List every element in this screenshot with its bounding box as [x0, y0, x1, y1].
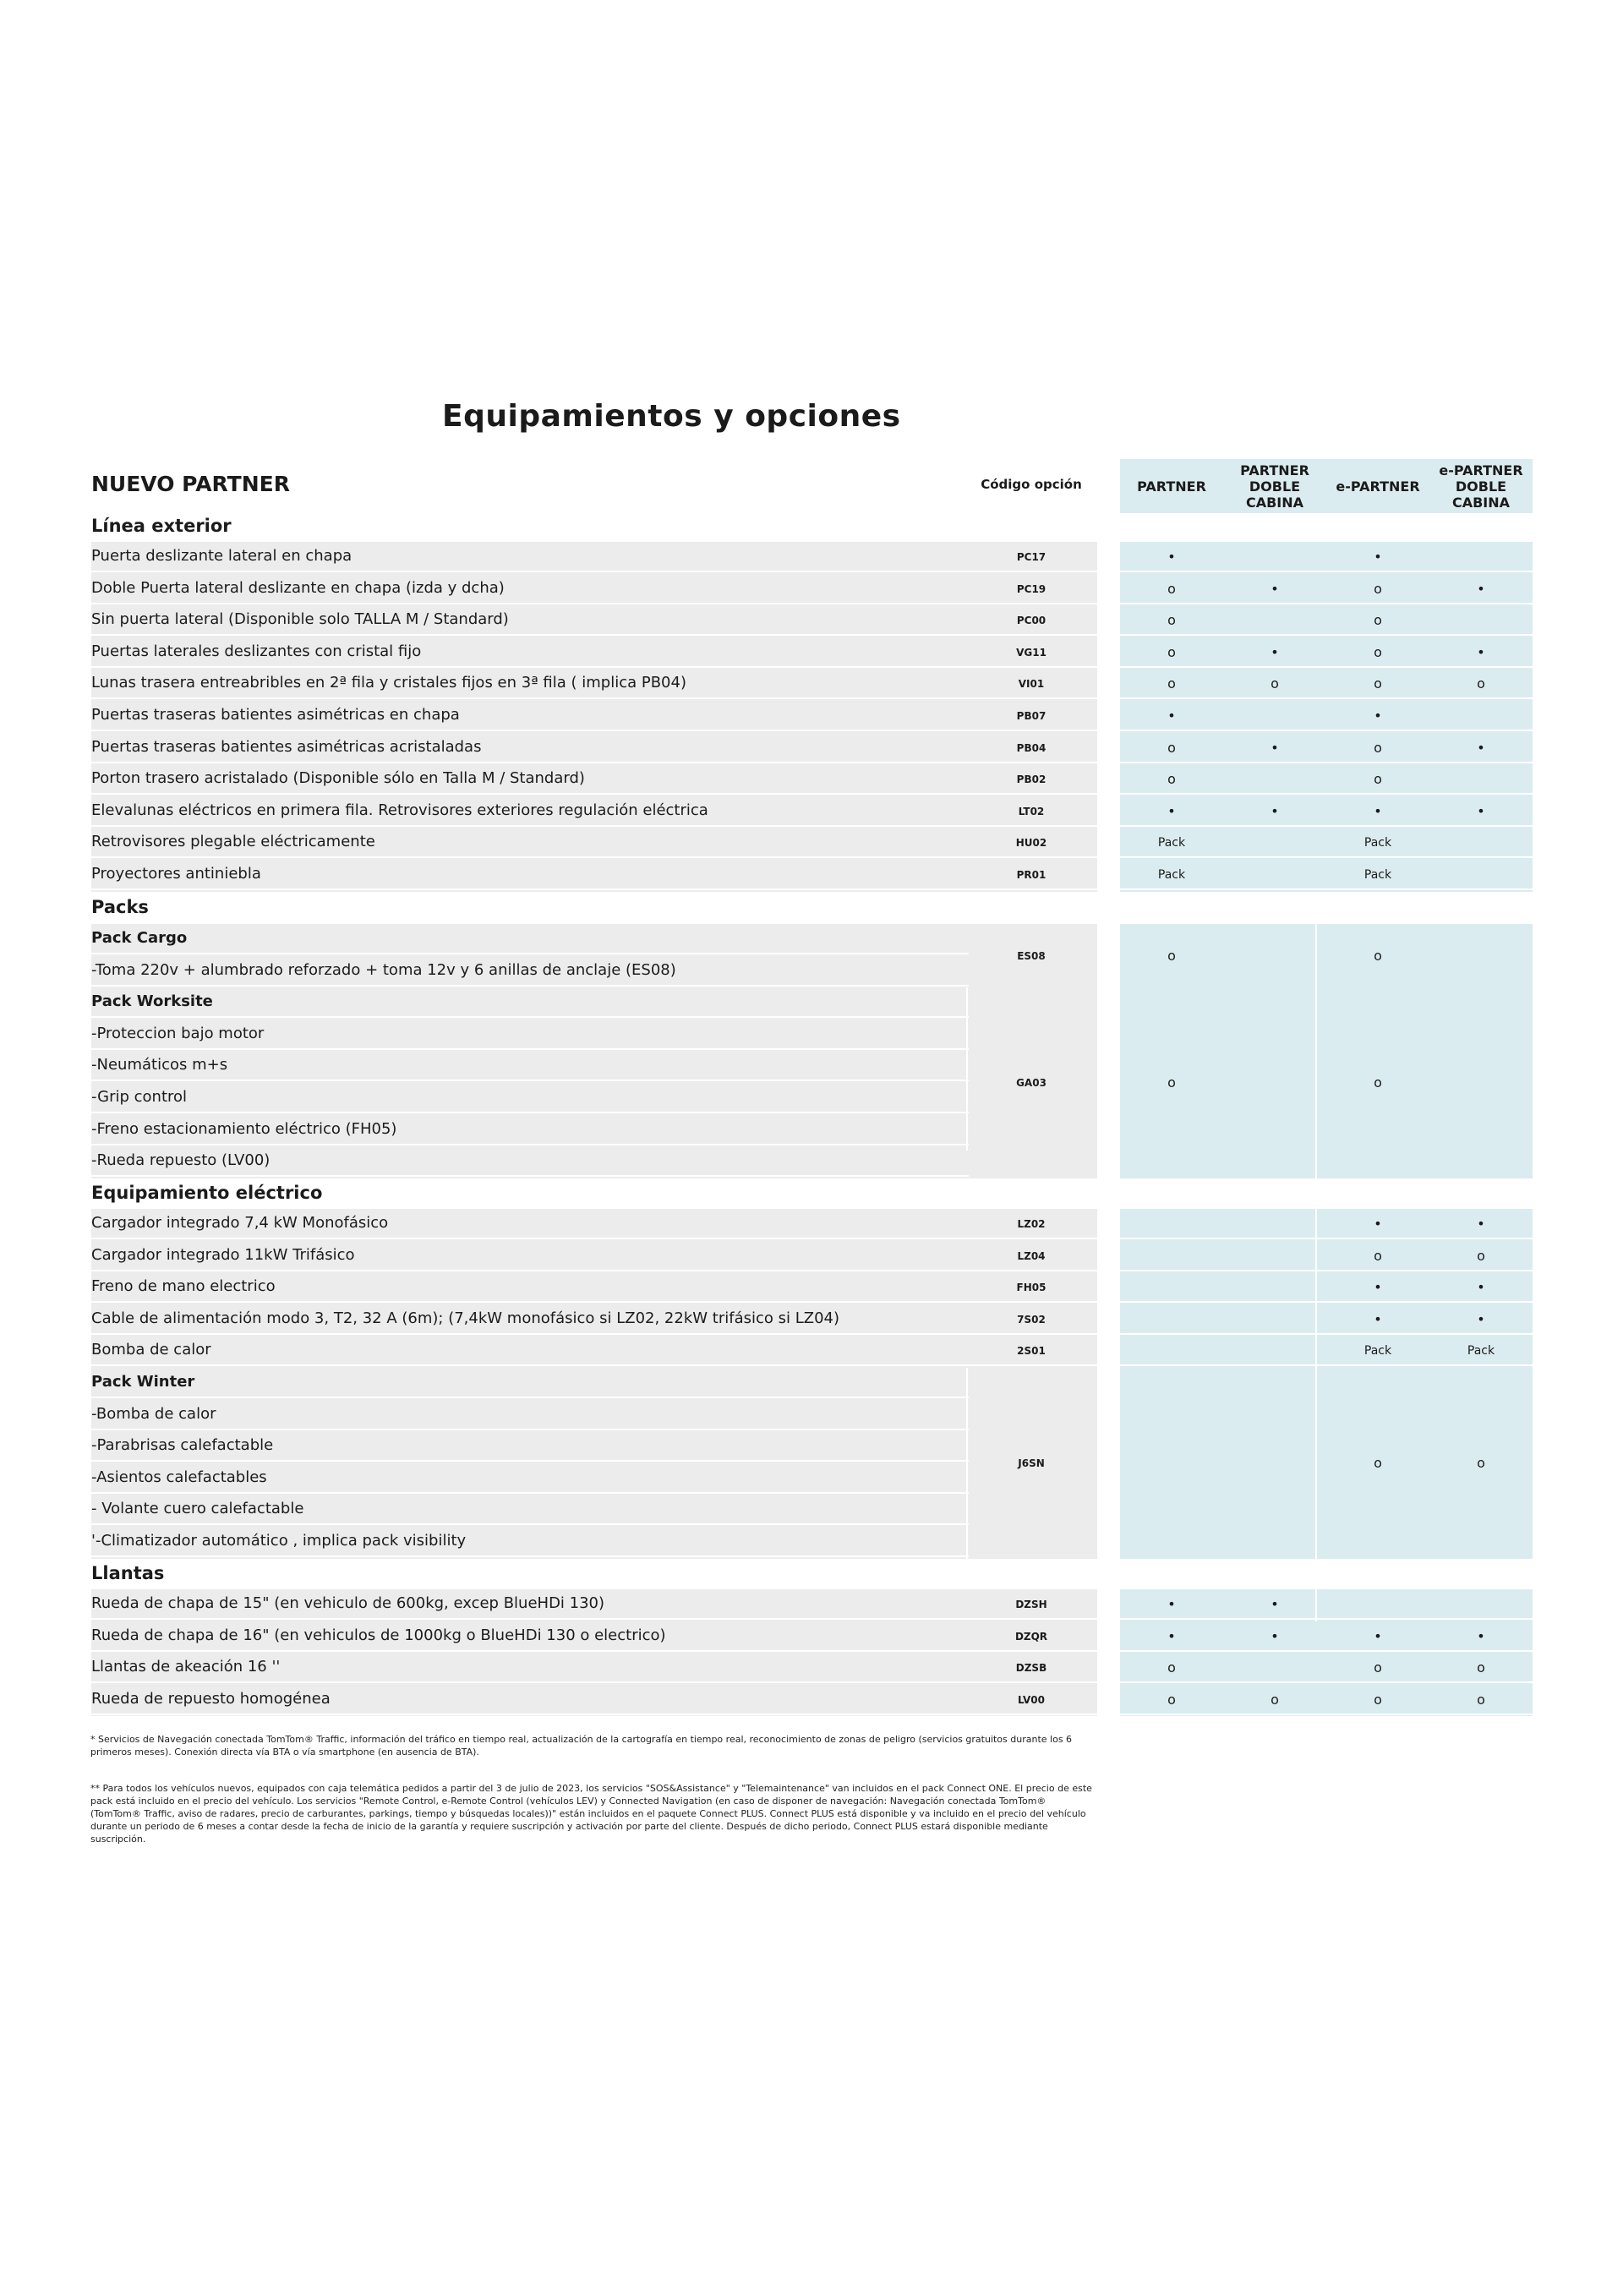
version-marks-row: [1120, 1336, 1533, 1366]
optional-marker: o: [1477, 1247, 1485, 1264]
pack-label: Pack: [1363, 868, 1392, 882]
pack-item: -Parabrisas calefactable: [91, 1436, 274, 1455]
version-marks-row: [1120, 1621, 1533, 1652]
optional-marker: o: [1167, 643, 1176, 660]
pack-title: Pack Cargo: [91, 929, 188, 947]
option-label: Puertas traseras batientes asimétricas en chapa: [91, 706, 460, 724]
optional-marker: o: [1374, 675, 1382, 692]
option-label: Rueda de chapa de 16" (en vehiculos de 1000kg o BlueHDi 130 o electrico): [91, 1626, 666, 1644]
page-title: Equipamientos y opciones: [442, 399, 901, 434]
version-marks-row: [1120, 1589, 1533, 1620]
pack-title-row: [91, 1368, 969, 1398]
pack-label: Pack: [1363, 836, 1392, 850]
optional-marker: o: [1167, 1074, 1176, 1091]
optional-marker: o: [1167, 771, 1176, 788]
pack-item: -Neumáticos m+s: [91, 1056, 228, 1074]
option-code: PC00: [1016, 615, 1046, 627]
pack-item-row: [91, 1020, 969, 1050]
standard-marker: •: [1271, 643, 1279, 660]
standard-marker: •: [1477, 1310, 1485, 1327]
optional-marker: o: [1167, 612, 1176, 629]
optional-marker: o: [1374, 947, 1382, 964]
footnote-1: * Servicios de Navegación conectada TomTom® Traffic, información del tráfico en tiempo real, actualización de la cartografía en tiempo real, reconocimiento de zonas de peligro (servicios gratuitos durante los 6 primeros meses). Conexión directa vía BTA o vía smartphone (en ausencia de BTA).: [90, 1734, 1073, 1758]
option-label: Bomba de calor: [91, 1341, 211, 1359]
pack-item: '-Climatizador automático , implica pack visibility: [91, 1532, 467, 1550]
table-row: [91, 574, 1097, 604]
optional-marker: o: [1271, 675, 1279, 692]
optional-marker: o: [1167, 1659, 1176, 1676]
optional-marker: o: [1374, 1247, 1382, 1264]
standard-marker: •: [1477, 1279, 1485, 1296]
optional-marker: o: [1374, 1074, 1382, 1091]
option-code: 2S01: [1017, 1345, 1046, 1358]
pack-item-row: [91, 956, 969, 987]
pack-item-row: [91, 1400, 969, 1430]
pack-item: -Asientos calefactables: [91, 1468, 267, 1486]
pack-item-row: [91, 1051, 969, 1081]
standard-marker: •: [1374, 708, 1382, 724]
table-row: [91, 1589, 1097, 1620]
version-e-partner-doble-cabina: e-PARTNER DOBLE CABINA: [1439, 462, 1523, 511]
option-label: Elevalunas eléctricos en primera fila. Retrovisores exteriores regulación eléctrica: [91, 801, 708, 819]
optional-marker: o: [1374, 1454, 1382, 1471]
table-row: [91, 1685, 1097, 1715]
standard-marker: •: [1477, 643, 1485, 660]
pack-code: ES08: [1017, 949, 1046, 962]
standard-marker: •: [1374, 1279, 1382, 1296]
option-code: PB02: [1016, 774, 1046, 786]
option-label: Puertas traseras batientes asimétricas acristaladas: [91, 737, 482, 756]
standard-marker: •: [1167, 802, 1176, 819]
divider: [966, 987, 968, 1151]
pack-title: Pack Worksite: [91, 992, 213, 1011]
divider: [1315, 1589, 1317, 1621]
table-row: [91, 764, 1097, 795]
pack-item-row: [91, 1083, 969, 1113]
optional-marker: o: [1374, 739, 1382, 756]
pack-label: Pack: [1157, 836, 1186, 850]
table-row: [91, 1272, 1097, 1303]
divider: [1315, 1209, 1317, 1368]
optional-marker: o: [1374, 580, 1382, 597]
standard-marker: •: [1477, 802, 1485, 819]
table-row: [91, 828, 1097, 858]
optional-marker: o: [1167, 675, 1176, 692]
version-marks-row: [1120, 1304, 1533, 1335]
pack-label: Pack: [1467, 1344, 1495, 1358]
version-marks-row: [1120, 637, 1533, 668]
pack-item: -Freno estacionamiento eléctrico (FH05): [91, 1119, 397, 1138]
pack-item-row: [91, 1495, 969, 1525]
pack-item: -Grip control: [91, 1088, 188, 1106]
option-label: Llantas de akeación 16 '': [91, 1658, 281, 1676]
pack-marks-row: [1120, 1068, 1533, 1098]
standard-marker: •: [1271, 580, 1279, 597]
optional-marker: o: [1271, 1691, 1279, 1708]
option-code: FH05: [1016, 1282, 1046, 1294]
pack-marks-row: [1120, 941, 1533, 971]
table-row: [91, 605, 1097, 636]
pack-code: J6SN: [1018, 1457, 1045, 1469]
option-label: Puertas laterales deslizantes con cristal fijo: [91, 642, 422, 660]
pack-title-row: [91, 924, 969, 954]
table-row: [91, 669, 1097, 699]
option-label: Freno de mano electrico: [91, 1277, 276, 1296]
optional-marker: o: [1167, 947, 1176, 964]
version-marks-row: [1120, 605, 1533, 636]
pack-item-row: [91, 1431, 969, 1462]
option-label: Proyectores antiniebla: [91, 865, 261, 883]
table-row: [91, 1209, 1097, 1239]
option-code: PR01: [1016, 869, 1046, 881]
model-title: NUEVO PARTNER: [91, 472, 290, 496]
optional-marker: o: [1374, 612, 1382, 629]
pack-label: Pack: [1363, 1344, 1392, 1358]
standard-marker: •: [1271, 802, 1279, 819]
standard-marker: •: [1374, 1216, 1382, 1232]
pack-label: Pack: [1157, 868, 1186, 882]
option-code-header: Código opción: [981, 477, 1082, 492]
pack-title-row: [91, 987, 969, 1018]
table-row: [91, 860, 1097, 890]
pack-item-row: [91, 1115, 969, 1145]
optional-marker: o: [1167, 739, 1176, 756]
table-row: [91, 542, 1097, 572]
option-label: Doble Puerta lateral deslizante en chapa (izda y dcha): [91, 578, 505, 597]
option-code: DZQR: [1014, 1630, 1048, 1643]
version-partner-doble-cabina: PARTNER DOBLE CABINA: [1240, 462, 1309, 511]
table-row: [91, 1241, 1097, 1271]
option-code: LT02: [1018, 805, 1045, 817]
table-row: [91, 1653, 1097, 1683]
option-code: 7S02: [1017, 1313, 1046, 1326]
pack-item: -Bomba de calor: [91, 1404, 216, 1423]
standard-marker: •: [1271, 739, 1279, 756]
option-code: DZSB: [1015, 1662, 1047, 1675]
optional-marker: o: [1167, 1691, 1176, 1708]
standard-marker: •: [1477, 739, 1485, 756]
option-label: Sin puerta lateral (Disponible solo TALLA M / Standard): [91, 610, 509, 629]
version-marks-row: [1120, 1685, 1533, 1715]
standard-marker: •: [1477, 1216, 1485, 1232]
pack-item: -Toma 220v + alumbrado reforzado + toma 12v y 6 anillas de anclaje (ES08): [91, 960, 676, 979]
version-marks-row: [1120, 669, 1533, 699]
versions-header: [1120, 459, 1533, 513]
option-code: LZ04: [1017, 1249, 1046, 1262]
optional-marker: o: [1477, 1691, 1485, 1708]
table-row: [91, 733, 1097, 763]
table-row: [91, 1304, 1097, 1335]
footnote-2: ** Para todos los vehículos nuevos, equipados con caja telemática pedidos a partir del 3 de julio de 2023, los servicios "SOS&Assistance" y "Telemaintenance" van incluidos en el pack Connect ONE. El precio de este pack está incluido en el precio del vehículo. Los servicios "Remote Control, e-Remote Control (vehículos LEV) y Connected Navigation (en caso de disponer de navegación: Navegación conectada TomTom® (TomTom® Traffic, aviso de radares, precio de carburantes, parkings, tiempo y búsquedas locales))" están incluidos en el paquete Connect PLUS. Connect PLUS está disponible y va incluido en el precio del vehículo durante un periodo de 6 meses a contar desde la fecha de inicio de la garantía y requiere suscripción y activación por parte del cliente. Después de dicho periodo, Connect PLUS estará disponible mediante suscripción.: [90, 1783, 1092, 1845]
version-marks-row: [1120, 1209, 1533, 1239]
option-code: LZ02: [1017, 1218, 1046, 1230]
section-title-electric: Equipamiento eléctrico: [91, 1183, 323, 1203]
optional-marker: o: [1374, 1659, 1382, 1676]
standard-marker: •: [1167, 708, 1176, 724]
pack-item-row: [91, 1527, 969, 1557]
standard-marker: •: [1271, 1596, 1279, 1612]
pack-item-row: [91, 1463, 969, 1494]
version-marks-row: [1120, 828, 1533, 858]
standard-marker: •: [1477, 1627, 1485, 1644]
pack-title: Pack Winter: [91, 1373, 195, 1391]
option-code: PB04: [1016, 741, 1046, 754]
version-marks-row: [1120, 733, 1533, 763]
table-row: [91, 701, 1097, 731]
version-marks-row: [1120, 860, 1533, 890]
standard-marker: •: [1374, 1627, 1382, 1644]
optional-marker: o: [1374, 771, 1382, 788]
option-label: Cargador integrado 7,4 kW Monofásico: [91, 1214, 389, 1232]
optional-marker: o: [1374, 1691, 1382, 1708]
option-label: Puerta deslizante lateral en chapa: [91, 547, 352, 565]
pack-code: GA03: [1016, 1077, 1046, 1089]
version-e-partner: e-PARTNER: [1336, 478, 1420, 495]
option-label: Lunas trasera entreabribles en 2ª fila y cristales fijos en 3ª fila ( implica PB04): [91, 674, 686, 692]
standard-marker: •: [1167, 1627, 1176, 1644]
option-code: VG11: [1016, 646, 1046, 659]
table-row: [91, 796, 1097, 827]
table-row: [91, 1621, 1097, 1652]
standard-marker: •: [1271, 1627, 1279, 1644]
option-label: Retrovisores plegable eléctricamente: [91, 833, 375, 851]
section-title-wheels: Llantas: [91, 1563, 165, 1583]
divider: [966, 1368, 968, 1559]
optional-marker: o: [1477, 1659, 1485, 1676]
table-row: [91, 637, 1097, 668]
optional-marker: o: [1374, 643, 1382, 660]
pack-item: - Volante cuero calefactable: [91, 1500, 304, 1518]
option-label: Cargador integrado 11kW Trifásico: [91, 1245, 355, 1264]
option-label: Rueda de repuesto homogénea: [91, 1689, 331, 1708]
version-marks-row: [1120, 1272, 1533, 1303]
option-code: PC17: [1016, 551, 1046, 563]
version-marks-row: [1120, 764, 1533, 795]
version-marks-row: [1120, 542, 1533, 572]
version-marks-row: [1120, 1653, 1533, 1683]
version-marks-row: [1120, 701, 1533, 731]
standard-marker: •: [1374, 802, 1382, 819]
pack-item: -Proteccion bajo motor: [91, 1024, 265, 1042]
standard-marker: •: [1477, 580, 1485, 597]
option-code: DZSH: [1015, 1599, 1047, 1610]
option-code: PC19: [1016, 582, 1046, 595]
pack-item: -Rueda repuesto (LV00): [91, 1151, 270, 1170]
section-title-packs: Packs: [91, 897, 149, 917]
standard-marker: •: [1167, 1596, 1176, 1612]
option-code: PB07: [1016, 710, 1046, 722]
table-row: [91, 1336, 1097, 1366]
version-marks-row: [1120, 796, 1533, 827]
version-marks-row: [1120, 1241, 1533, 1271]
standard-marker: •: [1374, 549, 1382, 565]
optional-marker: o: [1477, 1454, 1485, 1471]
pack-item-row: [91, 1146, 969, 1177]
option-label: Porton trasero acristalado (Disponible sólo en Talla M / Standard): [91, 769, 585, 788]
standard-marker: •: [1374, 1310, 1382, 1327]
version-marks-row: [1120, 574, 1533, 604]
option-code: LV00: [1018, 1693, 1045, 1706]
optional-marker: o: [1477, 675, 1485, 692]
version-partner: PARTNER: [1137, 478, 1206, 495]
option-code: VI01: [1018, 678, 1045, 691]
optional-marker: o: [1167, 580, 1176, 597]
option-code: HU02: [1015, 837, 1047, 850]
standard-marker: •: [1167, 549, 1176, 565]
section-title-exterior: Línea exterior: [91, 516, 232, 536]
option-label: Rueda de chapa de 15" (en vehiculo de 600kg, excep BlueHDi 130): [91, 1594, 605, 1612]
pack-marks-row: [1120, 1448, 1533, 1479]
option-label: Cable de alimentación modo 3, T2, 32 A (6m); (7,4kW monofásico si LZ02, 22kW trifásico si LZ04): [91, 1309, 840, 1327]
